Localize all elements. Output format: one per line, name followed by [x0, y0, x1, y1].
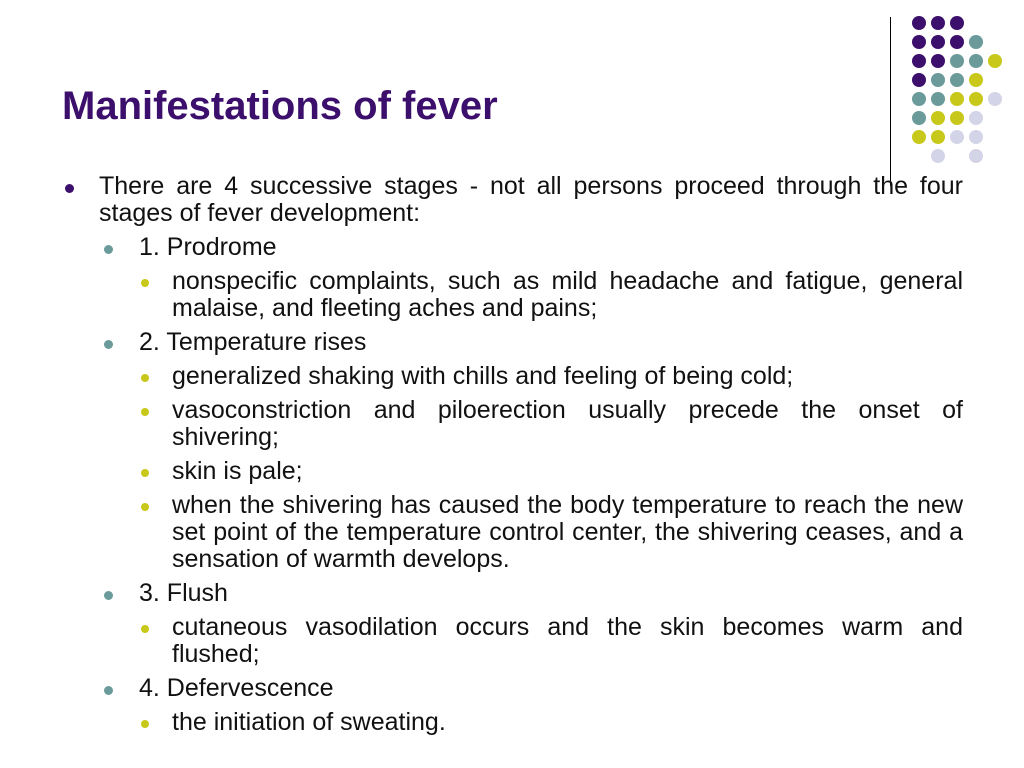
bullet-icon — [104, 591, 113, 600]
bullet-item — [62, 268, 963, 322]
decorative-dot — [969, 111, 983, 125]
bullet-icon — [141, 374, 149, 382]
decorative-dot — [950, 35, 964, 49]
bullet-text: 1. Prodrome — [139, 233, 277, 261]
bullet-icon — [104, 686, 113, 695]
decorative-dot — [912, 130, 926, 144]
decorative-dot — [988, 92, 1002, 106]
slide-title: Manifestations of fever — [62, 84, 498, 128]
decorative-dot — [969, 92, 983, 106]
bullet-text: skin is pale; — [172, 457, 303, 485]
bullet-icon — [141, 503, 149, 511]
decorative-dot — [931, 54, 945, 68]
bullet-item — [62, 709, 963, 736]
decorative-dot — [931, 35, 945, 49]
bullet-text: vasoconstriction and piloerection usually precede the onset of shivering; — [172, 396, 963, 451]
decorative-dot — [912, 73, 926, 87]
decorative-dot — [969, 130, 983, 144]
decorative-dot — [912, 92, 926, 106]
bullet-icon — [141, 279, 149, 287]
bullet-text: 3. Flush — [139, 579, 228, 607]
decorative-dot — [969, 54, 983, 68]
decorative-dot — [912, 111, 926, 125]
decorative-dot — [931, 111, 945, 125]
decorative-dot — [950, 92, 964, 106]
bullet-text: 2. Temperature rises — [139, 328, 367, 356]
bullet-text: the initiation of sweating. — [172, 708, 446, 736]
decorative-dot — [950, 54, 964, 68]
bullet-item — [62, 580, 963, 607]
bullet-icon — [141, 408, 149, 416]
decorative-dot — [912, 54, 926, 68]
decorative-dot — [931, 16, 945, 30]
bullet-text: There are 4 successive stages - not all persons proceed through the four stages of fever development: — [99, 172, 963, 227]
bullet-item — [62, 363, 963, 390]
decorative-dot — [950, 16, 964, 30]
decorative-dot — [988, 54, 1002, 68]
bullet-text: nonspecific complaints, such as mild headache and fatigue, general malaise, and fleeting aches and pains; — [172, 267, 963, 322]
decorative-dot — [950, 130, 964, 144]
bullet-list — [62, 173, 963, 743]
bullet-text: 4. Defervescence — [139, 674, 334, 702]
bullet-icon — [141, 720, 149, 728]
bullet-icon — [141, 469, 149, 477]
bullet-item — [62, 397, 963, 451]
bullet-text: when the shivering has caused the body temperature to reach the new set point of the temperature control center, the shivering ceases, and a sensation of warmth develops. — [172, 491, 963, 573]
bullet-item — [62, 173, 963, 227]
bullet-item — [62, 458, 963, 485]
bullet-item — [62, 234, 963, 261]
bullet-text: generalized shaking with chills and feeling of being cold; — [172, 362, 794, 390]
decorative-dot — [931, 92, 945, 106]
decorative-divider-line — [890, 17, 891, 186]
bullet-icon — [141, 625, 149, 633]
bullet-icon — [104, 245, 113, 254]
decorative-dot — [931, 130, 945, 144]
bullet-item — [62, 675, 963, 702]
bullet-item — [62, 492, 963, 573]
decorative-dot — [950, 111, 964, 125]
decorative-dot — [950, 73, 964, 87]
decorative-dot — [969, 35, 983, 49]
decorative-dot — [912, 16, 926, 30]
decorative-dot — [969, 73, 983, 87]
bullet-icon — [104, 340, 113, 349]
decorative-dot — [912, 35, 926, 49]
decorative-dot — [969, 149, 983, 163]
decorative-dot — [931, 73, 945, 87]
bullet-item — [62, 614, 963, 668]
decorative-dot — [931, 149, 945, 163]
bullet-item — [62, 329, 963, 356]
bullet-text: cutaneous vasodilation occurs and the skin becomes warm and flushed; — [172, 613, 963, 668]
bullet-icon — [65, 184, 74, 193]
